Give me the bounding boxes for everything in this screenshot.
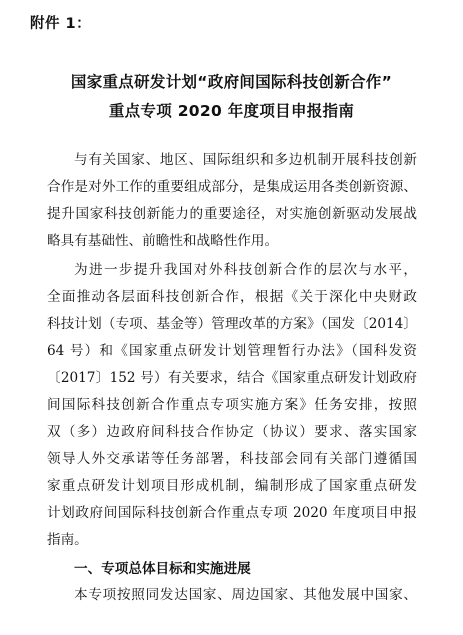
document-title-line-2: 重点专项 2020 年度项目申报指南	[108, 102, 355, 120]
paragraph-2-line: 全面推动各层面科技创新合作，根据《关于深化中央财政	[47, 289, 417, 305]
paragraph-2-line: 家重点研发计划项目形成机制，编制形成了国家重点研发	[47, 478, 417, 494]
paragraph-2-line: 64 号）和《国家重点研发计划管理暂行办法》（国科发资	[47, 343, 417, 359]
section-heading: 一、专项总体目标和实施进展	[74, 561, 251, 577]
section-1-line: 本专项按照同发达国家、周边国家、其他发展中国家、	[74, 587, 417, 603]
paragraph-2-line: 双（多）边政府间科技合作协定（协议）要求、落实国家	[47, 424, 417, 440]
paragraph-1-line: 略具有基础性、前瞻性和战略性作用。	[47, 233, 279, 249]
document-title-line-1: 国家重点研发计划“政府间国际科技创新合作”	[70, 73, 393, 91]
attachment-label: 附件 1：	[30, 16, 92, 32]
paragraph-1-line: 与有关国家、地区、国际组织和多边机制开展科技创新	[74, 152, 417, 168]
paragraph-2-line: 间国际科技创新合作重点专项实施方案》任务安排，按照	[47, 397, 417, 413]
paragraph-1-line: 合作是对外工作的重要组成部分，是集成运用各类创新资源、	[47, 179, 417, 195]
paragraph-2-line: 科技计划（专项、基金等）管理改革的方案》（国发〔2014〕	[47, 316, 417, 332]
paragraph-2-line: 为进一步提升我国对外科技创新合作的层次与水平，	[74, 262, 417, 278]
paragraph-2-line: 〔2017〕152 号）有关要求，结合《国家重点研发计划政府	[47, 370, 417, 386]
paragraph-1-line: 提升国家科技创新能力的重要途径，对实施创新驱动发展战	[47, 206, 417, 222]
paragraph-2-line: 领导人外交承诺等任务部署，科技部会同有关部门遵循国	[47, 451, 417, 467]
paragraph-2-line: 指南。	[47, 532, 88, 548]
paragraph-2-line: 计划政府间国际科技创新合作重点专项 2020 年度项目申报	[47, 505, 417, 521]
